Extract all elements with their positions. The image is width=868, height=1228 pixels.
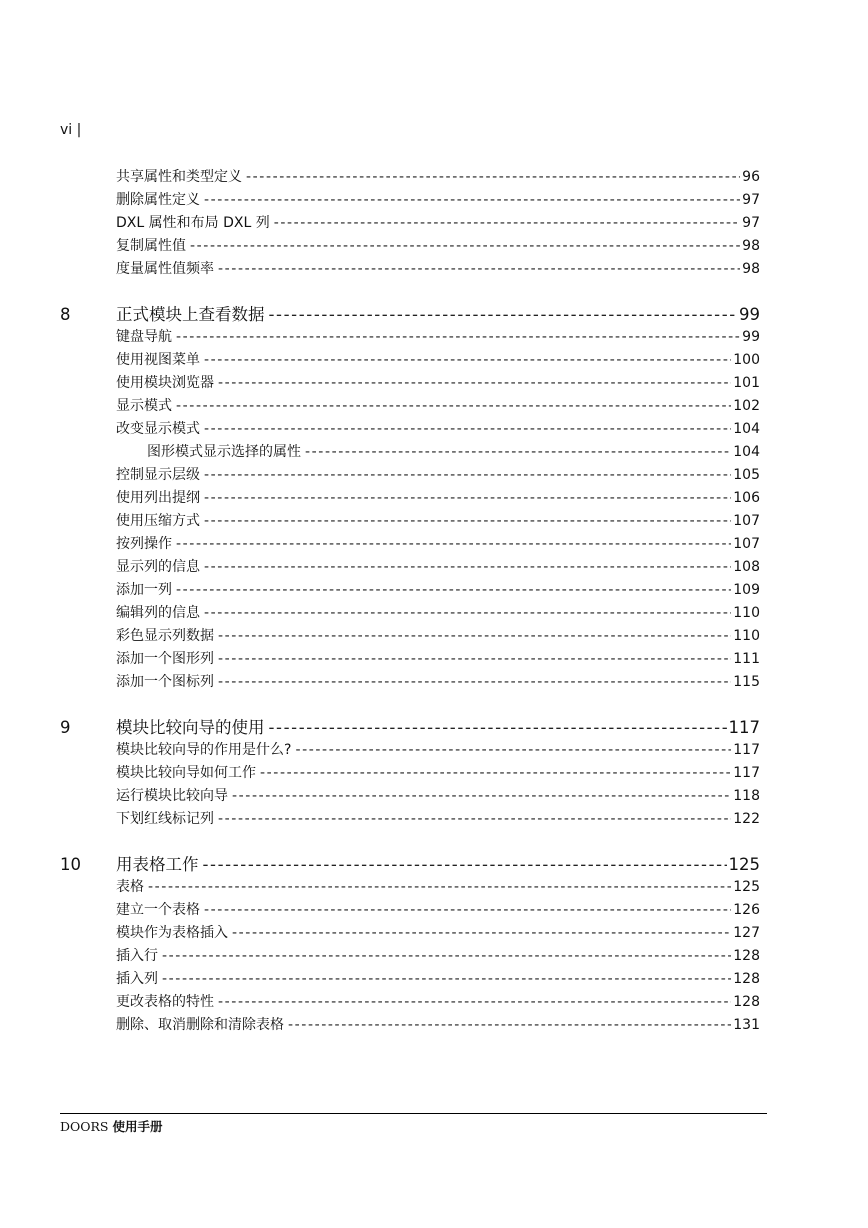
dot-leader	[204, 899, 731, 922]
entry-page-number: 102	[733, 398, 760, 414]
chapter-page-number: 99	[739, 305, 760, 324]
entry-page-number: 105	[733, 467, 760, 483]
toc-entry-row[interactable]	[60, 510, 760, 533]
entry-title: 添加一列	[116, 582, 172, 598]
entry-title: 删除属性定义	[116, 192, 200, 208]
toc-entry-row[interactable]	[60, 808, 760, 831]
entry-page-number: 101	[733, 375, 760, 391]
toc-chapter-row[interactable]	[60, 853, 760, 876]
entry-page-number: 128	[733, 971, 760, 987]
entry-title: 插入行	[116, 948, 158, 964]
entry-page-number: 115	[733, 674, 760, 690]
entry-title: 使用模块浏览器	[116, 375, 214, 391]
entry-page-number: 109	[733, 582, 760, 598]
toc-chapter-row[interactable]	[60, 716, 760, 739]
toc-entry-row[interactable]	[60, 235, 760, 258]
toc-entry-row[interactable]	[60, 189, 760, 212]
entry-title: 建立一个表格	[116, 902, 200, 918]
toc-entry-row[interactable]	[60, 991, 760, 1014]
toc-entry-row[interactable]	[60, 968, 760, 991]
dot-leader	[218, 625, 731, 648]
toc-entry-row[interactable]	[60, 212, 760, 235]
toc-entry-row[interactable]	[60, 922, 760, 945]
footer-manual: 使用手册	[112, 1119, 163, 1134]
dot-leader	[204, 510, 731, 533]
entry-title: 运行模块比较向导	[116, 788, 228, 804]
toc-entry-row[interactable]	[60, 258, 760, 281]
dot-leader	[162, 968, 731, 991]
dot-leader	[176, 533, 731, 556]
dot-leader	[232, 922, 731, 945]
entry-title: 插入列	[116, 971, 158, 987]
dot-leader	[176, 579, 731, 602]
toc-entry-row[interactable]	[60, 464, 760, 487]
dot-leader	[232, 785, 731, 808]
toc-entry-row[interactable]	[60, 945, 760, 968]
entry-page-number: 117	[733, 742, 760, 758]
entry-title: 使用列出提纲	[116, 490, 200, 506]
toc-entry-row[interactable]	[60, 625, 760, 648]
entry-title: 改变显示模式	[116, 421, 200, 437]
entry-page-number: 98	[742, 238, 760, 254]
entry-title: 键盘导航	[116, 329, 172, 345]
entry-page-number: 110	[733, 628, 760, 644]
entry-title: 添加一个图标列	[116, 674, 214, 690]
entry-title: 度量属性值频率	[116, 261, 214, 277]
entry-page-number: 107	[733, 536, 760, 552]
entry-page-number: 127	[733, 925, 760, 941]
entry-title: 编辑列的信息	[116, 605, 200, 621]
dot-leader	[204, 189, 740, 212]
entry-title: 复制属性值	[116, 238, 186, 254]
dot-leader	[218, 671, 731, 694]
entry-title: 按列操作	[116, 536, 172, 552]
toc-entry-row[interactable]	[60, 762, 760, 785]
dot-leader	[204, 464, 731, 487]
dot-leader	[305, 441, 731, 464]
toc-entry-row[interactable]	[60, 1014, 760, 1037]
dot-leader	[218, 258, 740, 281]
toc-entry-row[interactable]	[60, 671, 760, 694]
entry-title: DXL 属性和布局 DXL 列	[116, 215, 270, 231]
dot-leader	[269, 716, 727, 739]
toc-entry-row[interactable]	[60, 739, 760, 762]
entry-page-number: 104	[733, 421, 760, 437]
footer	[60, 1117, 163, 1135]
entry-title: 模块比较向导如何工作	[116, 765, 256, 781]
chapter-page-number: 125	[728, 855, 760, 874]
toc-entry-row[interactable]	[60, 785, 760, 808]
entry-page-number: 99	[742, 329, 760, 345]
toc-entry-row[interactable]	[60, 326, 760, 349]
dot-leader	[204, 556, 731, 579]
entry-page-number: 100	[733, 352, 760, 368]
toc-entry-row[interactable]	[60, 899, 760, 922]
entry-title: 共享属性和类型定义	[116, 169, 242, 185]
entry-page-number: 106	[733, 490, 760, 506]
toc-entry-row[interactable]	[60, 418, 760, 441]
entry-title: 使用视图菜单	[116, 352, 200, 368]
dot-leader	[246, 166, 740, 189]
entry-title: 控制显示层级	[116, 467, 200, 483]
entry-page-number: 122	[733, 811, 760, 827]
entry-page-number: 111	[733, 651, 760, 667]
entry-title: 添加一个图形列	[116, 651, 214, 667]
chapter-number: 8	[60, 305, 71, 324]
entry-page-number: 126	[733, 902, 760, 918]
entry-page-number: 104	[733, 444, 760, 460]
entry-page-number: 107	[733, 513, 760, 529]
chapter-title: 正式模块上查看数据	[116, 305, 265, 324]
dot-leader	[162, 945, 731, 968]
toc-entry-row[interactable]	[60, 372, 760, 395]
dot-leader	[218, 808, 731, 831]
entry-page-number: 97	[742, 192, 760, 208]
entry-page-number: 128	[733, 948, 760, 964]
dot-leader	[204, 602, 731, 625]
entry-title: 表格	[116, 879, 144, 895]
toc-entry-row[interactable]	[60, 395, 760, 418]
toc-entry-row[interactable]	[60, 533, 760, 556]
dot-leader	[288, 1014, 731, 1037]
footer-divider	[60, 1113, 767, 1114]
dot-leader	[204, 418, 731, 441]
chapter-title: 模块比较向导的使用	[116, 718, 265, 737]
toc-entry-row[interactable]	[60, 349, 760, 372]
dot-leader	[218, 648, 731, 671]
entry-page-number: 125	[733, 879, 760, 895]
dot-leader	[269, 303, 738, 326]
entry-title: 更改表格的特性	[116, 994, 214, 1010]
toc-entry-row[interactable]	[60, 648, 760, 671]
entry-page-number: 108	[733, 559, 760, 575]
dot-leader	[295, 739, 731, 762]
dot-leader	[204, 349, 731, 372]
dot-leader	[218, 991, 731, 1014]
entry-title: 下划红线标记列	[116, 811, 214, 827]
entry-title: 显示列的信息	[116, 559, 200, 575]
chapter-page-number: 117	[728, 718, 760, 737]
entry-title: 彩色显示列数据	[116, 628, 214, 644]
entry-title: 图形模式显示选择的属性	[147, 444, 301, 460]
entry-page-number: 110	[733, 605, 760, 621]
dot-leader	[204, 487, 731, 510]
toc-entry-row[interactable]	[60, 602, 760, 625]
footer-product: DOORS	[60, 1119, 109, 1134]
chapter-title: 用表格工作	[116, 855, 199, 874]
dot-leader	[176, 326, 740, 349]
entry-title: 模块比较向导的作用是什么?	[116, 742, 292, 758]
toc-entry-row[interactable]	[60, 166, 760, 189]
dot-leader	[148, 876, 731, 899]
dot-leader	[274, 212, 740, 235]
toc-entry-row[interactable]	[60, 441, 760, 464]
entry-page-number: 118	[733, 788, 760, 804]
toc-entry-row[interactable]	[60, 876, 760, 899]
entry-title: 模块作为表格插入	[116, 925, 228, 941]
table-of-contents	[60, 166, 760, 1037]
dot-leader	[260, 762, 731, 785]
entry-page-number: 96	[742, 169, 760, 185]
dot-leader	[218, 372, 731, 395]
toc-chapter-row[interactable]	[60, 303, 760, 326]
chapter-number: 9	[60, 718, 71, 737]
entry-title: 使用压缩方式	[116, 513, 200, 529]
toc-entry-row[interactable]	[60, 487, 760, 510]
toc-entry-row[interactable]	[60, 556, 760, 579]
entry-page-number: 128	[733, 994, 760, 1010]
entry-title: 删除、取消删除和清除表格	[116, 1017, 284, 1033]
entry-page-number: 131	[733, 1017, 760, 1033]
entry-page-number: 117	[733, 765, 760, 781]
dot-leader	[190, 235, 740, 258]
page-number: vi |	[60, 122, 82, 138]
chapter-number: 10	[60, 855, 81, 874]
entry-page-number: 98	[742, 261, 760, 277]
entry-title: 显示模式	[116, 398, 172, 414]
dot-leader	[203, 853, 727, 876]
toc-entry-row[interactable]	[60, 579, 760, 602]
dot-leader	[176, 395, 731, 418]
entry-page-number: 97	[742, 215, 760, 231]
